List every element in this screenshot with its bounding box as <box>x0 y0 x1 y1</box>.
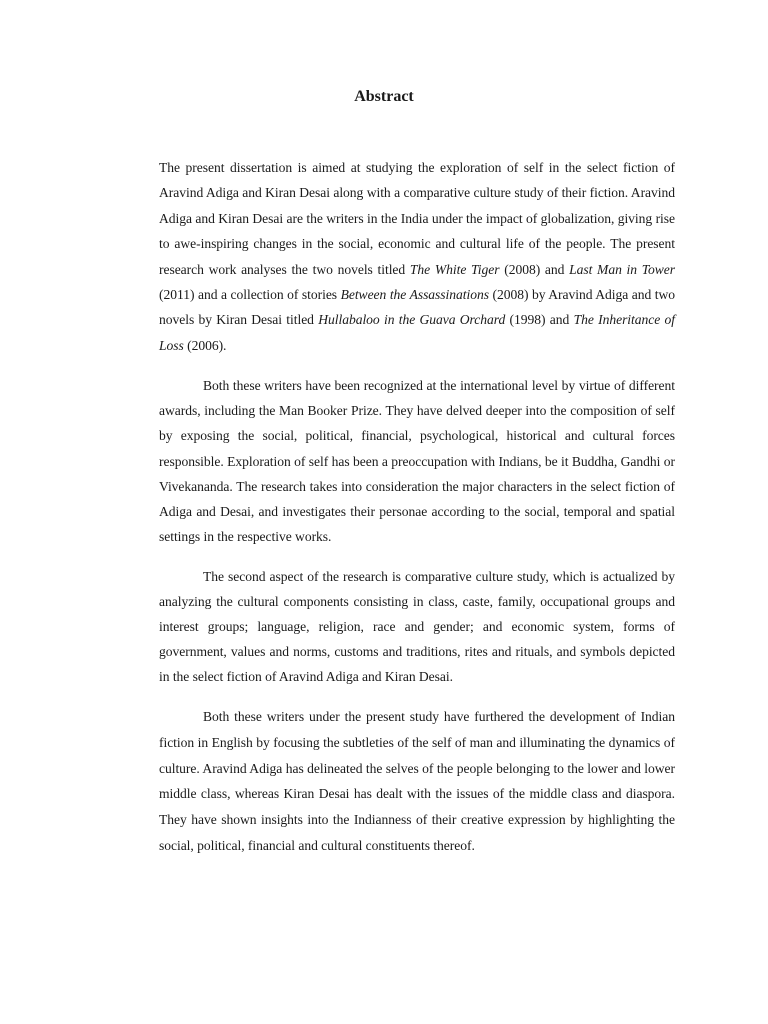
paragraph-2-text: Both these writers have been recognized at the international level by virtue of different awards, including the Man Booker Prize. They have delved deeper into the composition of self by exposing the social, political, financial, psychological, historical and cultural forces responsible. Exploration of self has been a preoccupation with Indians, be it Buddha, Gandhi or Vivekananda. The research takes into consideration the major characters in the select fiction of Adiga and Desai, and investigates their personae according to the social, temporal and spatial settings in the respective works. <box>159 378 675 544</box>
work-title-between-the-assassinations: Between the Assassinations <box>340 287 489 303</box>
work-title-last-man-in-tower: Last Man in Tower <box>569 261 676 277</box>
paragraph-1-text: (1998) and <box>505 312 574 328</box>
paragraph-1-text: (2008) and <box>499 261 570 277</box>
work-title-hullabaloo-in-the-guava-orchard: Hullabaloo in the Guava Orchard <box>318 312 506 328</box>
paragraph-4 <box>159 704 675 859</box>
paragraph-3-text: The second aspect of the research is comparative culture study, which is actualized by analyzing the cultural components consisting in class, caste, family, occupational groups and interest groups; language, religion, race and gender; and economic system, forms of government, values and norms, customs and traditions, rites and rituals, and symbols depicted in the select fiction of Aravind Adiga and Kiran Desai. <box>159 568 675 684</box>
paragraph-3 <box>159 564 675 689</box>
paragraph-1-text: (2008) by Aravind Adiga and two novels by Kiran Desai titled <box>159 287 675 328</box>
page-title: Abstract <box>354 88 414 105</box>
work-title-the-inheritance-of-loss: The Inheritance of Loss <box>159 312 676 353</box>
paragraph-1-text: (2006). <box>183 337 227 353</box>
paragraph-1-text: The present dissertation is aimed at studying the exploration of self in the select fiction of Aravind Adiga and Kiran Desai along with a comparative culture study of their fiction. Aravind Adiga and Kiran Desai are the writers in the India under the impact of globalization, giving rise to awe-inspiring changes in the social, economic and cultural life of the people. The present research work analyses the two novels titled <box>159 160 675 277</box>
paragraph-4-text: Both these writers under the present study have furthered the development of Indian fiction in English by focusing the subtleties of the self of man and illuminating the dynamics of culture. Aravind Adiga has delineated the selves of the people belonging to the lower and lower middle class, whereas Kiran Desai has dealt with the issues of the middle class and diaspora. They have shown insights into the Indianness of their creative expression by highlighting the social, political, financial and cultural constituents thereof. <box>159 708 675 853</box>
paragraph-1 <box>159 155 675 358</box>
paragraph-2 <box>159 373 675 549</box>
work-title-the-white-tiger: The White Tiger <box>409 261 500 277</box>
paragraph-1-text: (2011) and a collection of stories <box>159 287 341 303</box>
abstract-body <box>159 155 675 874</box>
